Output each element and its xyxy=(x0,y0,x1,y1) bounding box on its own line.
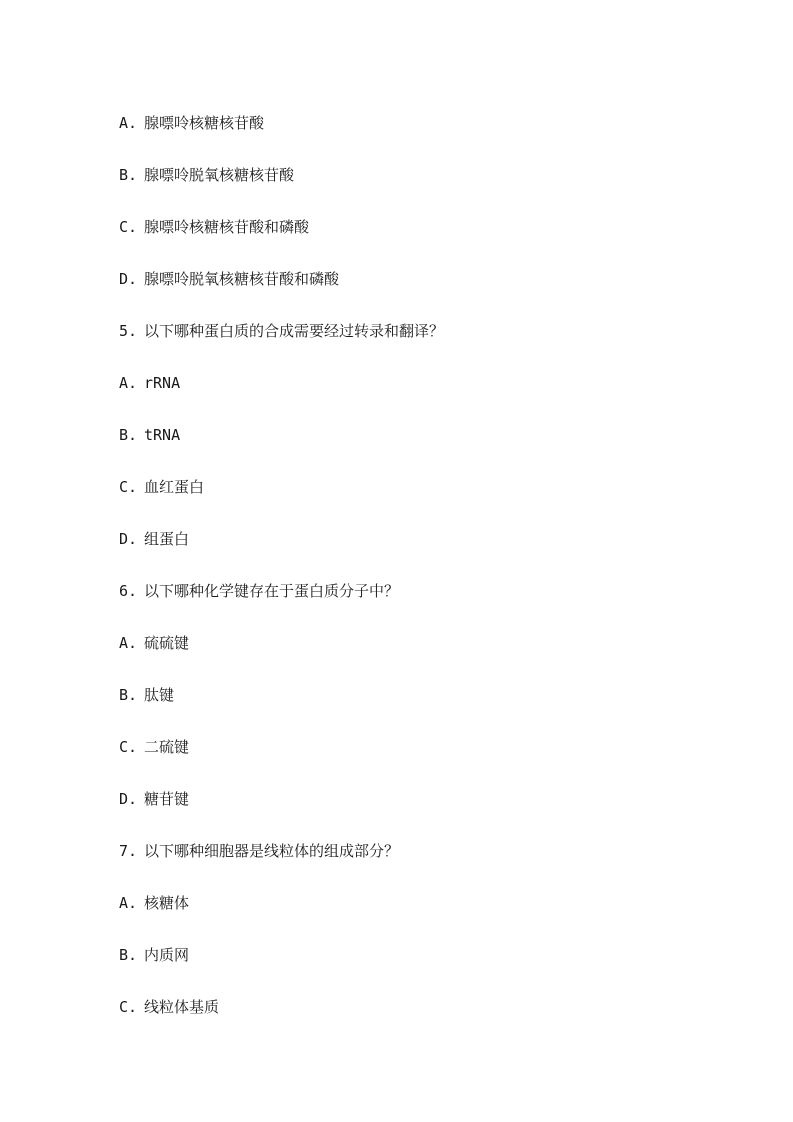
option-line xyxy=(119,996,219,1018)
option-line xyxy=(119,944,189,966)
option-text: 硫硫键 xyxy=(144,634,190,652)
option-text: tRNA xyxy=(144,426,181,444)
option-text: 肽键 xyxy=(144,686,175,704)
question-number: 5. xyxy=(119,322,138,340)
option-label: B. xyxy=(119,166,138,184)
option-text: 腺嘌呤核糖核苷酸和磷酸 xyxy=(144,218,310,236)
option-text: 腺嘌呤脱氧核糖核苷酸和磷酸 xyxy=(144,270,340,288)
option-text: 内质网 xyxy=(144,946,190,964)
option-line xyxy=(119,632,189,654)
option-line xyxy=(119,476,204,498)
option-label: A. xyxy=(119,634,138,652)
option-line xyxy=(119,112,264,134)
option-line xyxy=(119,892,189,914)
option-label: B. xyxy=(119,946,138,964)
option-text: 腺嘌呤核糖核苷酸 xyxy=(144,114,265,132)
option-text: 糖苷键 xyxy=(144,790,190,808)
option-line xyxy=(119,788,189,810)
option-line xyxy=(119,372,180,394)
option-text: 腺嘌呤脱氧核糖核苷酸 xyxy=(144,166,295,184)
question-line xyxy=(119,320,444,342)
option-text: 线粒体基质 xyxy=(144,998,220,1016)
option-line xyxy=(119,216,309,238)
question-number: 7. xyxy=(119,842,138,860)
option-text: 血红蛋白 xyxy=(144,478,205,496)
option-line xyxy=(119,268,339,290)
option-text: rRNA xyxy=(144,374,181,392)
option-label: A. xyxy=(119,374,138,392)
option-label: D. xyxy=(119,270,138,288)
question-text: 以下哪种细胞器是线粒体的组成部分？ xyxy=(144,842,400,860)
option-label: C. xyxy=(119,998,138,1016)
question-line xyxy=(119,840,399,862)
option-label: C. xyxy=(119,478,138,496)
option-label: B. xyxy=(119,426,138,444)
option-line xyxy=(119,424,180,446)
option-text: 组蛋白 xyxy=(144,530,190,548)
option-text: 核糖体 xyxy=(144,894,190,912)
option-label: C. xyxy=(119,738,138,756)
question-text: 以下哪种化学键存在于蛋白质分子中？ xyxy=(144,582,400,600)
option-label: D. xyxy=(119,790,138,808)
option-label: B. xyxy=(119,686,138,704)
option-label: A. xyxy=(119,894,138,912)
question-number: 6. xyxy=(119,582,138,600)
option-label: A. xyxy=(119,114,138,132)
question-text: 以下哪种蛋白质的合成需要经过转录和翻译？ xyxy=(144,322,445,340)
question-line xyxy=(119,580,399,602)
option-line xyxy=(119,736,189,758)
option-text: 二硫键 xyxy=(144,738,190,756)
option-line xyxy=(119,164,294,186)
option-label: C. xyxy=(119,218,138,236)
option-label: D. xyxy=(119,530,138,548)
option-line xyxy=(119,528,189,550)
option-line xyxy=(119,684,174,706)
